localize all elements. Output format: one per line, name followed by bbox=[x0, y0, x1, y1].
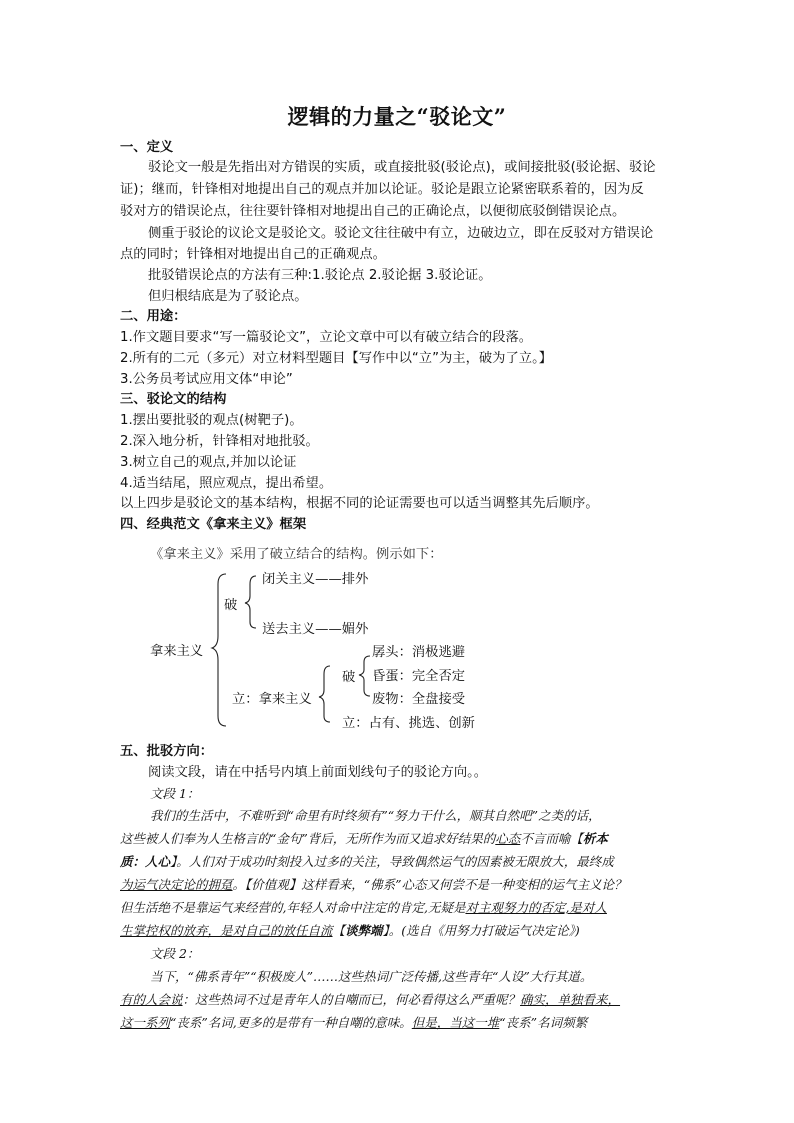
list-item: 2.深入地分析，针锋相对地批驳。 bbox=[120, 434, 319, 449]
node-li: 立：拿来主义 bbox=[232, 692, 312, 707]
framework-intro: 《拿来主义》采用了破立结合的结构。例示如下： bbox=[150, 547, 443, 562]
underlined-phrase: 生掌控权的放弃，是对自己的放任自流 bbox=[120, 923, 333, 938]
instruction-text: 阅读文段，请在中括号内填上前面划线句子的驳论方向。。 bbox=[148, 765, 488, 780]
paragraph-line: 但归根结底是为了驳论点。 bbox=[148, 289, 308, 304]
passage-line: 但生活绝不是靠运气来经营的,年轻人对命中注定的肯定,无疑是对主观努力的否定,是对人 bbox=[120, 900, 607, 915]
passage-line: 这些被人们奉为人生格言的“金句”背后，无所作为而又追求好结果的心态不言而喻【析本 bbox=[120, 831, 608, 846]
passage-line: 质：人心】。人们对于成功时刻投入过多的关注，导致偶然运气的因素被无限放大，最终成 bbox=[120, 854, 614, 869]
underlined-phrase: 为运气决定论的拥趸 bbox=[120, 877, 233, 892]
node-po-item: 送去主义——媚外 bbox=[262, 622, 369, 637]
answer-fill: 析本 bbox=[582, 831, 608, 846]
passage-label: 文段 2： bbox=[150, 946, 200, 961]
node-li-po: 破 bbox=[342, 670, 356, 685]
paragraph-line: 点的同时；针锋相对地提出自己的正确观点。 bbox=[120, 247, 386, 262]
passage-line: 有的人会说：这些热词不过是青年人的自嘲而已，何必看得这么严重呢？确实，单独看来， bbox=[120, 992, 621, 1007]
brace-po bbox=[245, 576, 256, 628]
node-li-po-item: 废物：全盘接受 bbox=[372, 692, 466, 707]
passage-line: 我们的生活中，不难听到“命里有时终须有”“努力干什么，顺其自然吧”之类的话， bbox=[150, 808, 601, 823]
section-heading-definition: 一、定义 bbox=[120, 140, 174, 155]
paragraph-line: 驳论文一般是先指出对方错误的实质，或直接批驳(驳论点)，或间接批驳(驳论据、驳论 bbox=[148, 160, 656, 175]
underlined-phrase: 这一系列 bbox=[120, 1015, 171, 1030]
page-title: 逻辑的力量之“驳论文” bbox=[287, 104, 507, 129]
passage-label: 文段 1： bbox=[150, 786, 200, 801]
list-item: 1.作文题目要求“写一篇驳论文”，立论文章中可以有破立结合的段落。 bbox=[120, 330, 533, 345]
brace-li bbox=[319, 666, 330, 722]
list-item: 4.适当结尾，照应观点，提出希望。 bbox=[120, 476, 333, 491]
underlined-phrase: 对主观努力的否定,是对人 bbox=[465, 900, 607, 915]
list-item: 1.摆出要批驳的观点(树靶子)。 bbox=[120, 413, 303, 428]
node-po-item: 闭关主义——排外 bbox=[262, 572, 369, 587]
node-li-po-item: 孱头：消极逃避 bbox=[372, 645, 466, 660]
section-heading-framework: 四、经典范文《拿来主义》框架 bbox=[120, 517, 307, 532]
paragraph-line: 侧重于驳论的议论文是驳论文。驳论文往往破中有立，边破边立，即在反驳对方错误论 bbox=[148, 226, 654, 241]
underlined-phrase: 有的人会说 bbox=[120, 992, 183, 1007]
list-item: 2.所有的二元（多元）对立材料型题目【写作中以“立”为主，破为了立。】 bbox=[120, 351, 553, 366]
list-item: 3.树立自己的观点,并加以论证 bbox=[120, 455, 297, 470]
passage-line: 当下，“佛系青年”“积极废人”……这些热词广泛传播,这些青年“人设”大行其道。 bbox=[150, 969, 593, 984]
answer-fill: 谈弊端 bbox=[345, 923, 383, 938]
paragraph-line: 批驳错误论点的方法有三种:1.驳论点 2.驳论据 3.驳论证。 bbox=[148, 268, 492, 283]
structure-diagram bbox=[140, 566, 520, 736]
section-heading-structure: 三、驳论文的结构 bbox=[120, 392, 227, 407]
paragraph-line: 以上四步是驳论文的基本结构，根据不同的论证需要也可以适当调整其先后顺序。 bbox=[120, 496, 599, 511]
underlined-phrase: 确实，单独看来， bbox=[520, 992, 621, 1007]
node-li-li: 立：占有、挑选、创新 bbox=[342, 716, 475, 731]
node-po: 破 bbox=[224, 598, 238, 613]
node-root: 拿来主义 bbox=[150, 644, 204, 659]
underlined-phrase: 但是，当这一堆 bbox=[411, 1015, 500, 1030]
list-item: 3.公务员考试应用文体“申论” bbox=[120, 372, 293, 387]
section-heading-usage: 二、用途： bbox=[120, 309, 187, 324]
node-li-po-item: 昏蛋：完全否定 bbox=[372, 669, 466, 684]
paragraph-line: 证)；继而，针锋相对地提出自己的观点并加以论证。驳论是跟立论紧密联系着的，因为反 bbox=[120, 182, 644, 197]
underlined-phrase: 心态 bbox=[495, 831, 521, 846]
paragraph-line: 驳对方的错误论点，往往要针锋相对地提出自己的正确论点，以便彻底驳倒错误论点。 bbox=[120, 204, 626, 219]
passage-line: 这一系列“丧系”名词,更多的是带有一种自嘲的意味。但是，当这一堆“丧系”名词频繁 bbox=[120, 1015, 588, 1030]
passage-line: 生掌控权的放弃，是对自己的放任自流【谈弊端】。(选自《用努力打破运气决定论》) bbox=[120, 923, 580, 938]
section-heading-direction: 五、批驳方向： bbox=[120, 744, 214, 759]
answer-fill: 质：人心 bbox=[120, 854, 171, 869]
brace-li-po bbox=[359, 656, 370, 696]
passage-line: 为运气决定论的拥趸。【价值观】这样看来，“佛系”心态又何尝不是一种变相的运气主义论？ bbox=[120, 877, 627, 892]
